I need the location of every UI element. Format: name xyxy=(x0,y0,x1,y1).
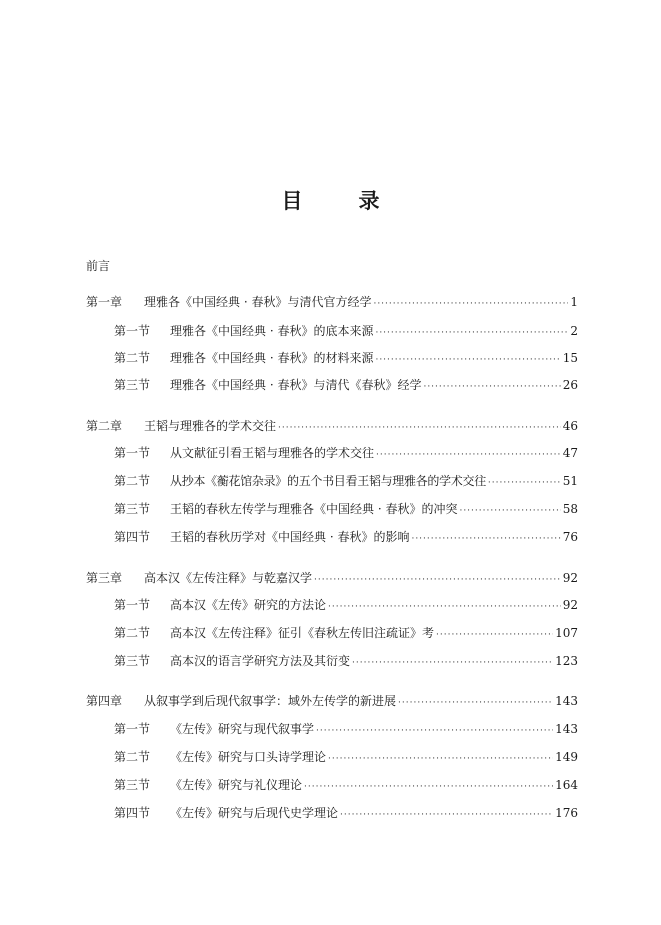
dot-leader xyxy=(314,571,561,589)
toc-section-4-1[interactable] xyxy=(114,720,578,738)
toc-section-1-1[interactable] xyxy=(114,322,578,340)
section-title: 王韬的春秋历学对《中国经典 · 春秋》的影响 xyxy=(170,530,410,544)
page-number: 176 xyxy=(555,806,578,820)
section-title: 高本汉《左传》研究的方法论 xyxy=(170,598,327,612)
section-label: 第二节 xyxy=(114,351,151,365)
page-number: 107 xyxy=(555,626,578,640)
section-title: 理雅各《中国经典 · 春秋》的材料来源 xyxy=(170,351,374,365)
chapter-title: 高本汉《左传注释》与乾嘉汉学 xyxy=(144,571,313,585)
section-title: 《左传》研究与口头诗学理论 xyxy=(170,750,327,764)
chapter-title: 从叙事学到后现代叙事学：域外左传学的新进展 xyxy=(144,694,397,708)
page-number: 143 xyxy=(555,694,578,708)
dot-leader xyxy=(328,750,553,768)
section-label: 第二节 xyxy=(114,750,151,764)
dot-leader xyxy=(375,351,560,369)
section-title: 从抄本《蘅花馆杂录》的五个书目看王韬与理雅各的学术交往 xyxy=(170,474,486,488)
page-number: 46 xyxy=(562,419,578,433)
toc-section-3-1[interactable] xyxy=(114,596,578,614)
toc-section-4-3[interactable] xyxy=(114,776,578,794)
section-title: 《左传》研究与礼仪理论 xyxy=(170,778,303,792)
section-label: 第二节 xyxy=(114,474,151,488)
dot-leader xyxy=(376,446,561,464)
section-label: 第一节 xyxy=(114,722,151,736)
section-title: 王韬的春秋左传学与理雅各《中国经典 · 春秋》的冲突 xyxy=(170,502,458,516)
toc-section-2-3[interactable] xyxy=(114,500,578,518)
dot-leader xyxy=(488,474,561,492)
toc-section-2-2[interactable] xyxy=(114,472,578,490)
dot-leader xyxy=(459,502,560,520)
toc-section-1-2[interactable] xyxy=(114,349,578,367)
toc-chapter-2[interactable] xyxy=(86,417,578,435)
page-number: 1 xyxy=(570,295,578,309)
toc-chapter-3[interactable] xyxy=(86,569,578,587)
chapter-label: 第四章 xyxy=(86,694,123,708)
section-label: 第四节 xyxy=(114,806,151,820)
page-number: 58 xyxy=(562,502,578,516)
chapter-label: 第二章 xyxy=(86,419,123,433)
dot-leader xyxy=(398,694,553,712)
page-number: 26 xyxy=(562,378,578,392)
section-label: 第一节 xyxy=(114,598,151,612)
chapter-title: 理雅各《中国经典 · 春秋》与清代官方经学 xyxy=(144,295,372,309)
dot-leader xyxy=(304,778,553,796)
page-number: 123 xyxy=(555,654,578,668)
section-title: 理雅各《中国经典 · 春秋》与清代《春秋》经学 xyxy=(170,378,422,392)
section-title: 高本汉的语言学研究方法及其衍变 xyxy=(170,654,351,668)
page-number: 51 xyxy=(562,474,578,488)
section-title: 《左传》研究与现代叙事学 xyxy=(170,722,315,736)
page-title: 目录 xyxy=(281,189,436,213)
page-number: 164 xyxy=(555,778,578,792)
toc-section-2-1[interactable] xyxy=(114,444,578,462)
dot-leader xyxy=(352,654,553,672)
toc-section-3-2[interactable] xyxy=(114,624,578,642)
dot-leader xyxy=(423,378,560,396)
page-number: 2 xyxy=(570,324,578,338)
toc-section-4-2[interactable] xyxy=(114,748,578,766)
section-label: 第一节 xyxy=(114,446,151,460)
section-label: 第三节 xyxy=(114,378,151,392)
chapter-label: 第三章 xyxy=(86,571,123,585)
page-number: 76 xyxy=(562,530,578,544)
section-label: 第二节 xyxy=(114,626,151,640)
section-label: 第三节 xyxy=(114,654,151,668)
dot-leader xyxy=(373,295,568,313)
toc-section-2-4[interactable] xyxy=(114,528,578,546)
section-title: 从文献征引看王韬与理雅各的学术交往 xyxy=(170,446,375,460)
page-number: 143 xyxy=(555,722,578,736)
toc-preface[interactable]: 前言 xyxy=(86,259,111,273)
section-label: 第一节 xyxy=(114,324,151,338)
dot-leader xyxy=(278,419,561,437)
section-title: 理雅各《中国经典 · 春秋》的底本来源 xyxy=(170,324,374,338)
dot-leader xyxy=(436,626,553,644)
toc-section-4-4[interactable] xyxy=(114,804,578,822)
section-label: 第三节 xyxy=(114,502,151,516)
dot-leader xyxy=(316,722,553,740)
page-number: 47 xyxy=(562,446,578,460)
page-number: 92 xyxy=(562,571,578,585)
dot-leader xyxy=(328,598,561,616)
dot-leader xyxy=(340,806,553,824)
page-number: 92 xyxy=(562,598,578,612)
toc-section-1-3[interactable] xyxy=(114,376,578,394)
section-label: 第三节 xyxy=(114,778,151,792)
dot-leader xyxy=(411,530,560,548)
chapter-label: 第一章 xyxy=(86,295,123,309)
page-number: 149 xyxy=(555,750,578,764)
section-label: 第四节 xyxy=(114,530,151,544)
toc-chapter-1[interactable] xyxy=(86,293,578,311)
page-number: 15 xyxy=(562,351,578,365)
section-title: 《左传》研究与后现代史学理论 xyxy=(170,806,339,820)
chapter-title: 王韬与理雅各的学术交往 xyxy=(144,419,277,433)
toc-section-3-3[interactable] xyxy=(114,652,578,670)
section-title: 高本汉《左传注释》征引《春秋左传旧注疏证》考 xyxy=(170,626,435,640)
dot-leader xyxy=(375,324,568,342)
toc-chapter-4[interactable] xyxy=(86,692,578,710)
